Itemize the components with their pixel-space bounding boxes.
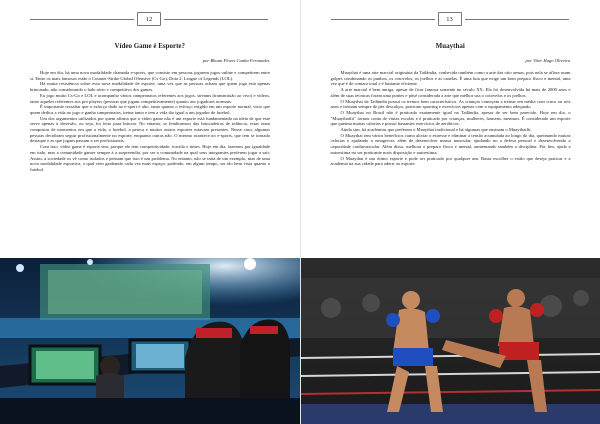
header-rule (30, 19, 134, 20)
article-byline: por Bhuan Flores Cunha Fernandes (202, 58, 270, 63)
paragraph: O Muaythai é um ótimo esporte e pode ser praticado por qualquer um. Basta escolher o estilo que deseja praticar e a academia na sua cidade para aderir ao esporte. (330, 155, 571, 167)
paragraph: É importante ressaltar que o esforço dado ao e-sport é alto, tanto quanto o esforço exigido em um esporte normal, visto que quem dedica a vida ao jogo e ganha campeonatos, treina tanto e tem a vida tão igual a um jogador de futebol. (30, 104, 270, 115)
paragraph: Há muita resistência sobre essa nova modalidade de esporte, uma vez que as pessoas acham que quem joga está apenas brincando, não considerando o lado sério e competitivo dos games. (30, 81, 270, 93)
article-title: Vídeo Game é Esporte? (114, 42, 186, 50)
esports-arena-photo (0, 258, 300, 424)
header-rule (331, 19, 435, 20)
paragraph: O Muaythai da Tailândia possui os treinos bem característicos. As crianças começam a treinar em média com cinco ou seis anos e treinam sempre de pés descalços, praticam sparring e exercícios apenas com o equipamento adequado. (330, 98, 571, 110)
left-page-header (0, 12, 300, 26)
paragraph: Ainda sim, há academias que preferem o Muaythai tradicional e há algumas que ensinam o Muaythaifit. (340, 127, 532, 133)
right-page-header (301, 12, 600, 26)
header-rule (465, 19, 569, 20)
article-body (331, 70, 571, 167)
paragraph: A arte marcial é bem antiga, apesar de ficar famosa somente no século XX. Ela foi desenvolvida há mais de 2000 anos e além de suas técnicas foram uma pontes e pôsé considerada a arte que melhor usa o cotovelos e os joelhos. (330, 87, 571, 98)
paragraph: Muaythai é uma arte marcial originária da Tailândia, conhecida também como a arte das oito armas, pois nela se aflora usam golpes combinando os punhos, os cotovelos, os joelhos e as canelas. É uma luta que exige um bom preparo físico e mental, uma vez que é de contato total e é bastante eficiente. (330, 70, 571, 87)
page-number: 13 (438, 12, 462, 26)
article-byline: por Vitor Hugo Oliveira (525, 58, 570, 63)
page-number: 12 (137, 12, 161, 26)
paragraph: Com isso, vídeo game é esporte sim, porque ele tem competitividade, torcida e times. Hoje em dia, fazemos por igualdade em tudo, mas a comunidade gamer sempre à a surpreendia, por ser a comunidade na qual seus integrantes preferem jogar a sair. Assim, a sociedade os vê como isolados e pensam que isso é um problema. No entanto, não se trata de um exemplo, mas de uma nova modalidade esportiva, a qual vem ganhando cada vez mais espaço, podendo, em algum tempo, ser tão bem vista quanto o futebol. (30, 144, 270, 172)
paragraph: O Muaythai no Brasil não é praticado exatamente igual na Tailândia, apesar de ser bem parecido. Hoje em dia, o "Muaythaifit" tornou conta de várias escolas e é praticado por crianças, mulheres, homens, meninos. É considerado um esporte que queima muitas calorias e possui bastantes exercícios de aeróbicos. (330, 109, 571, 127)
muaythai-fight-photo (301, 258, 600, 424)
paragraph: Hoje em dia, há uma nova modalidade chamada e-sports, que consiste em pessoas jogarem jogos online e competirem entre si. Entre os mais famosos estão o Counter-Strike Global Ofensive (Cs-Go), Dota 2, League of Legends (LOL). (30, 70, 270, 81)
header-rule (164, 19, 268, 20)
right-page (301, 0, 600, 424)
muaythai-fight-illustration (301, 258, 600, 424)
article-body (30, 70, 270, 173)
paragraph: Um dos argumentos utilizados por quem afirma que o vídeo game não é um esporte está fundamentado na ideia de que este serve apenas à diversão, ou seja, foi feito para brincar. No entanto, se lembrarmos das brincadeiras de infância, estas eram compostas de momentos em que a vida, o futebol, a peteca e muitos outros esportes estavam presentes. Nesse caso, algumas pessoas decidiram seguir profissionalmente no esporte, enquanto outras não. O mesmo acontece no e-sports, que tem se tornado destaque e as que jogam passam a ser profissionais. (30, 115, 270, 144)
article-title: Muaythai (435, 42, 465, 50)
paragraph: Eu jogo muito Cs-Go e LOL e acompanho vários campeonatos referentes aos jogos, streams (transmissão ao vivo) e vídeos, tanto aqueles referentes aos pro players (pessoas que jogam competitivamente) quanto aos jogadores normais. (30, 92, 270, 104)
esports-arena-illustration (0, 258, 300, 424)
paragraph: O Muaythai tem vários benefícios como aliviar o estresse e eliminar a tensão acumulada ao longo do dia, queimando muitas calorias e ajudando a emagrecer, além de desenvolver massa muscular, ajudando no a defesa pessoal e desenvolvendo a capacidade cardiovascular. Além disso, melhora o preparo físico e mental, aumentando também a disciplina. Por fim, ajuda a autoestima no ser praticante mais disposição e autoestima. (330, 132, 571, 155)
